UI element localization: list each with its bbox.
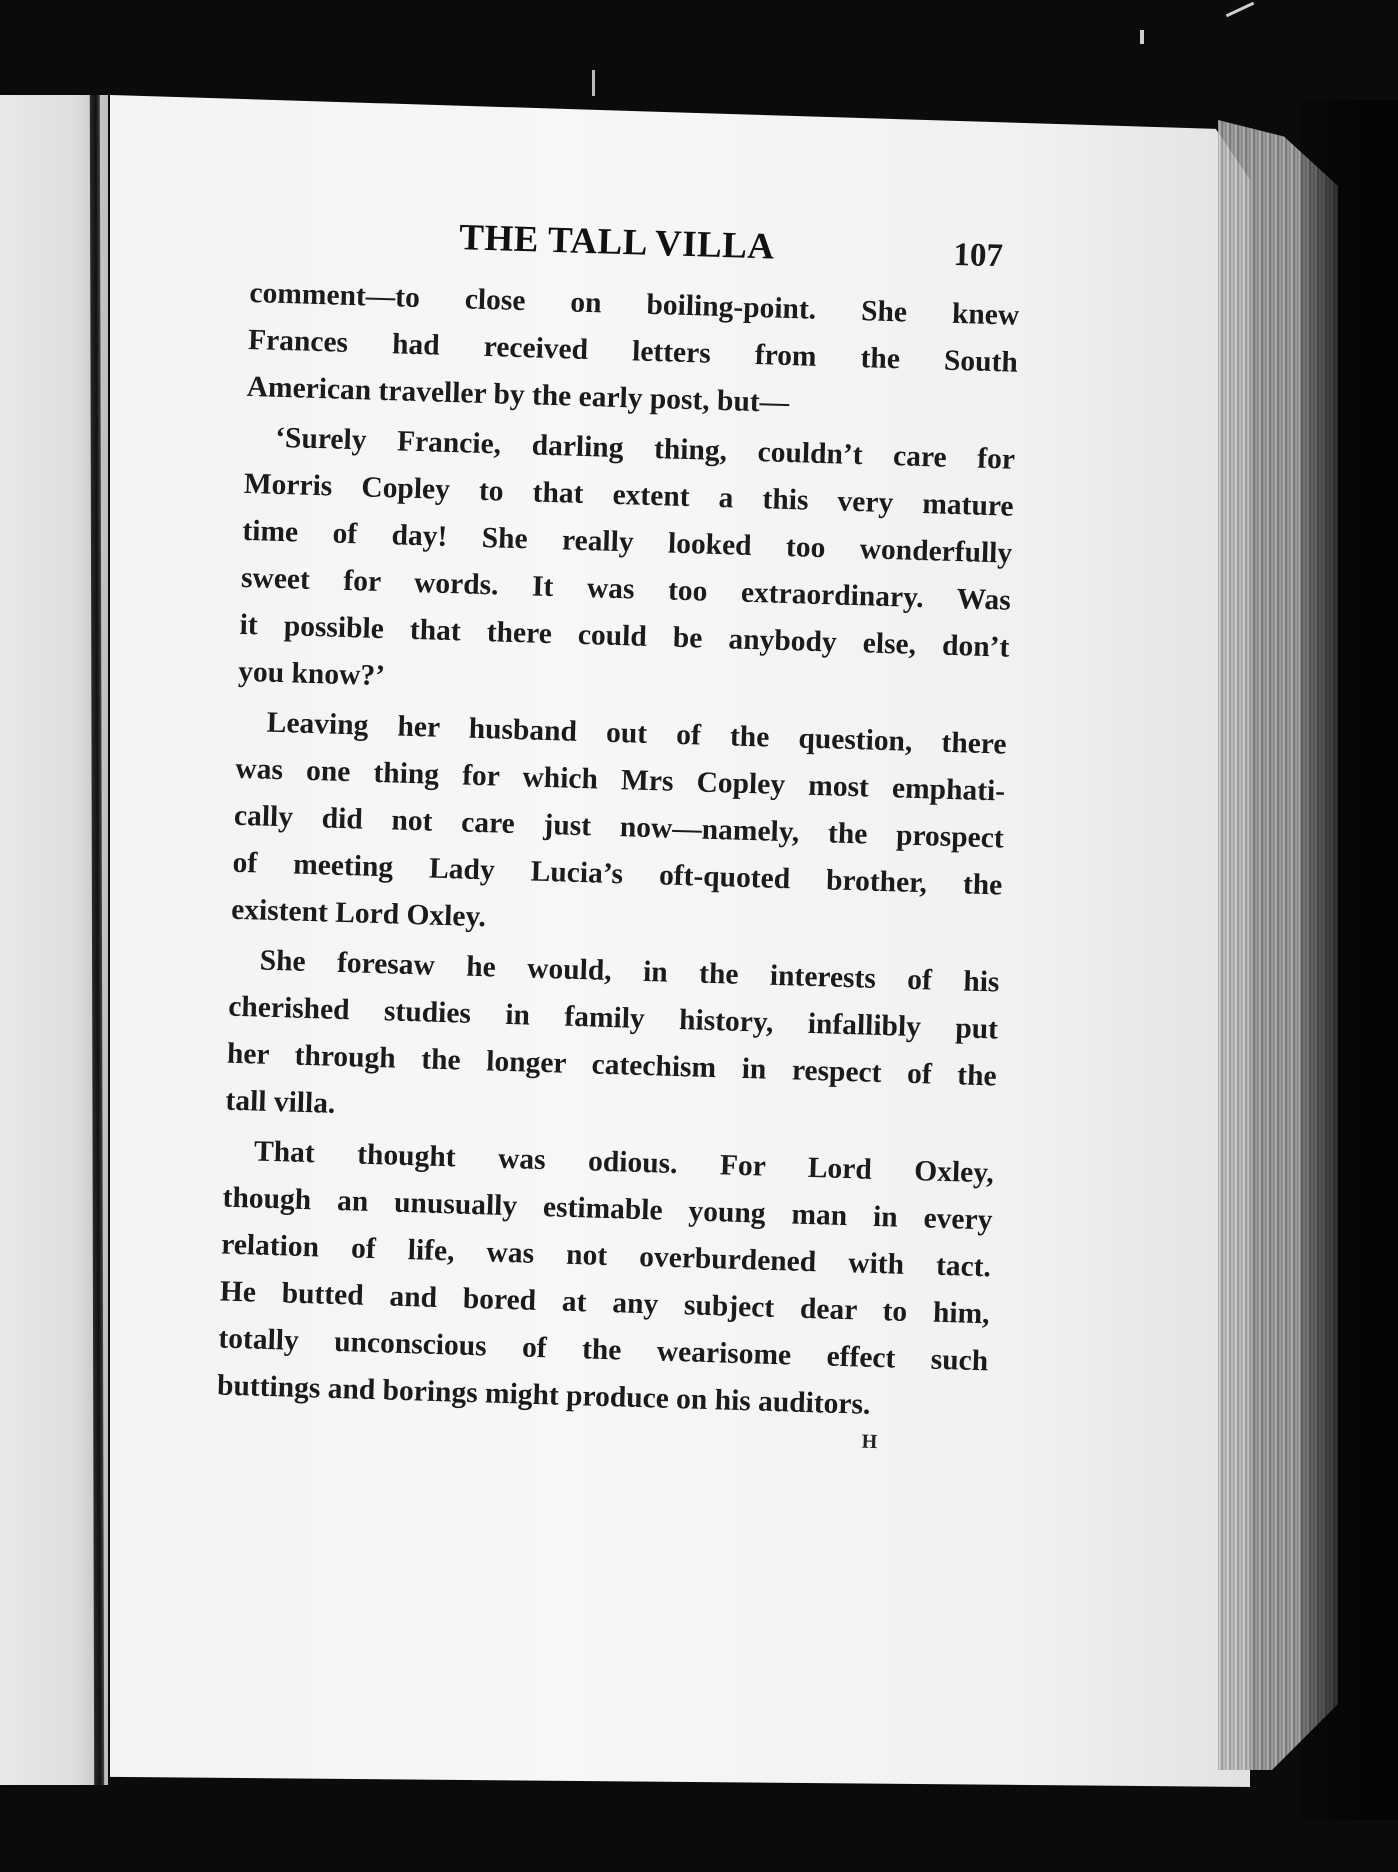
page-text-block	[216, 210, 1021, 1454]
paragraph	[238, 414, 1016, 719]
paragraph	[246, 270, 1020, 434]
text-line: you know?’	[237, 655, 386, 693]
paragraph	[231, 699, 1008, 957]
text-line: comment—to close on boiling-point. She knew	[249, 276, 1020, 332]
text-line: Morris Copley to that extent a this very mature	[243, 467, 1015, 523]
text-line: her through the longer catechism in respect of the	[226, 1037, 998, 1093]
text-line: Frances had received letters from the South	[247, 323, 1019, 379]
running-head-title: THE TALL VILLA	[458, 217, 776, 268]
text-line: sweet for words. It was too extraordinary. Was	[240, 561, 1012, 617]
text-line: time of day! She really looked too wonderfully	[242, 514, 1013, 570]
scan-speck	[1226, 2, 1254, 17]
text-line: That thought was odious. For Lord Oxley,	[253, 1135, 995, 1190]
text-line: ‘Surely Francie, darling thing, couldn’t care for	[274, 421, 1016, 476]
text-line: of meeting Lady Lucia’s oft-quoted brother, the	[232, 846, 1003, 902]
text-line: it possible that there could be anybody else, don’t	[239, 608, 1010, 664]
text-line: American traveller by the early post, but—	[246, 370, 790, 420]
text-line: Leaving her husband out of the question, there	[266, 706, 1007, 761]
text-line: existent Lord Oxley.	[230, 893, 487, 934]
paragraph	[216, 1128, 994, 1433]
scan-speck	[1140, 30, 1144, 44]
page-number: 107	[952, 236, 1004, 275]
text-line: He butted and bored at any subject dear to him,	[219, 1275, 991, 1331]
signature-mark: H	[861, 1430, 878, 1454]
scan-speck	[592, 70, 595, 96]
text-line: cally did not care just now—namely, the prospect	[233, 799, 1005, 855]
text-line: buttings and borings might produce on his auditors.	[216, 1369, 871, 1421]
text-line: though an unusually estimable young man in every	[222, 1181, 993, 1237]
paragraph	[225, 937, 1000, 1148]
book-edge-shadow	[1300, 100, 1398, 1820]
text-line: totally unconscious of the wearisome effect such	[218, 1322, 989, 1378]
text-line: was one thing for which Mrs Copley most emphati-	[234, 752, 1006, 808]
text-line: relation of life, was not overburdened with tact.	[220, 1228, 992, 1284]
text-line: tall villa.	[225, 1084, 336, 1120]
text-line: She foresaw he would, in the interests of his	[259, 944, 1000, 999]
body-text	[216, 270, 1019, 1432]
text-line: cherished studies in family history, infallibly put	[227, 990, 999, 1046]
